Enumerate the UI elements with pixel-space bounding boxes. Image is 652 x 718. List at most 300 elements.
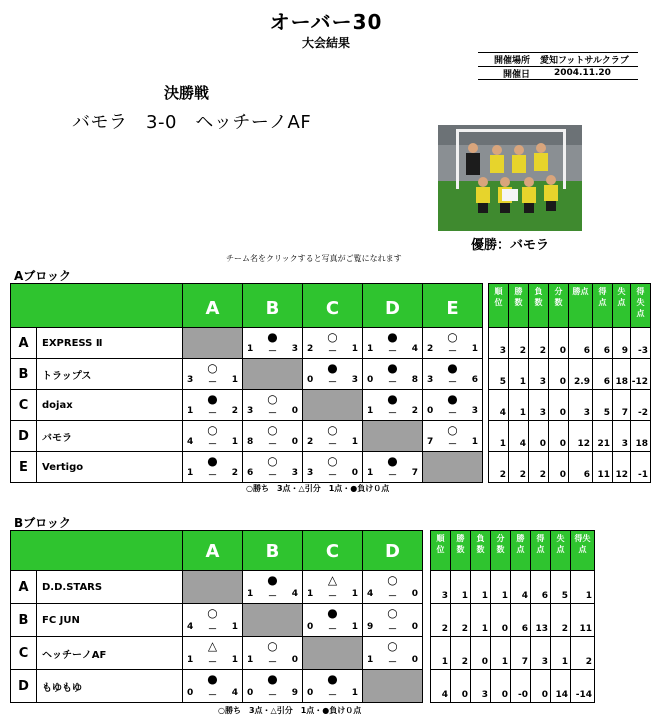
match-score (247, 437, 298, 450)
stat-value: 0 (531, 670, 551, 703)
result-symbol: ○ (387, 573, 398, 587)
score-for: 3 (247, 406, 254, 416)
stat-value: 5 (489, 359, 509, 390)
column-separator (423, 670, 431, 703)
stat-value: -0 (511, 670, 531, 703)
stat-value: 2 (509, 452, 529, 483)
score-against: 2 (231, 406, 238, 416)
stat-header-text: 負 (534, 287, 543, 296)
score-for: 1 (247, 344, 254, 354)
stat-value: 6 (531, 571, 551, 604)
match-result-cell (363, 452, 423, 483)
match-result-cell (243, 571, 303, 604)
stat-value: 3 (531, 637, 551, 670)
stat-header-text: 点 (556, 545, 565, 554)
stat-header-text: 順 (436, 534, 445, 543)
match-result-cell (363, 571, 423, 604)
score-against: 0 (351, 468, 358, 478)
match-result-cell (423, 390, 483, 421)
stat-value: 6 (569, 328, 593, 359)
self-match-cell (303, 390, 363, 421)
match-score (187, 468, 238, 481)
score-for: 3 (427, 375, 434, 385)
match-result-cell (183, 421, 243, 452)
score-dash: － (267, 592, 277, 602)
stat-value: 3 (529, 390, 549, 421)
stat-value: 1 (551, 637, 571, 670)
score-dash: － (387, 592, 397, 602)
score-dash: － (447, 409, 457, 419)
column-header-stat (489, 284, 509, 328)
stat-header-text: 負 (476, 534, 485, 543)
score-against: 0 (291, 406, 298, 416)
column-header-stat (451, 531, 471, 571)
self-match-cell (363, 670, 423, 703)
score-against: 3 (291, 468, 298, 478)
score-against: 1 (351, 688, 358, 698)
score-for: 3 (187, 375, 194, 385)
match-score (247, 468, 298, 481)
match-result-cell (303, 452, 363, 483)
score-for: 1 (187, 468, 194, 478)
score-dash: － (327, 592, 337, 602)
team-name-link[interactable]: バモラ (37, 421, 183, 452)
stat-value: 2 (451, 604, 471, 637)
self-match-cell (303, 637, 363, 670)
block-b-table (10, 530, 595, 703)
result-symbol: ○ (447, 330, 458, 344)
score-against: 1 (351, 589, 358, 599)
row-letter: A (11, 328, 37, 359)
result-symbol: ○ (207, 606, 218, 620)
table-row (11, 452, 651, 483)
date-value: 2004.11.20 (554, 68, 611, 78)
tournament-subtitle: 大会結果 (301, 36, 350, 50)
stat-value: 1 (571, 571, 595, 604)
match-result-cell (243, 390, 303, 421)
stat-header-text: 失 (617, 287, 626, 296)
stat-value: -3 (631, 328, 651, 359)
result-symbol: ○ (387, 639, 398, 653)
match-result-cell (243, 328, 303, 359)
self-match-cell (423, 452, 483, 483)
column-header-stat (631, 284, 651, 328)
score-against: 1 (231, 437, 238, 447)
match-score (367, 655, 418, 668)
match-score (187, 375, 238, 388)
team-name-link[interactable]: もゆもゆ (37, 670, 183, 703)
score-against: 8 (411, 375, 418, 385)
score-dash: － (267, 409, 277, 419)
stat-value: -2 (631, 390, 651, 421)
self-match-cell (363, 421, 423, 452)
score-against: 0 (291, 655, 298, 665)
score-against: 1 (351, 344, 358, 354)
score-against: 0 (291, 437, 298, 447)
stat-value: 11 (571, 604, 595, 637)
match-result-cell (303, 328, 363, 359)
row-letter: C (11, 637, 37, 670)
block-b-legend: ○勝ち 3点・△引分 1点・●負け０点 (218, 706, 362, 715)
result-symbol: ○ (387, 606, 398, 620)
stat-value: 1 (431, 637, 451, 670)
result-symbol: ● (387, 330, 398, 344)
stat-value: 3 (489, 328, 509, 359)
score-dash: － (327, 625, 337, 635)
match-result-cell (303, 571, 363, 604)
score-for: 4 (187, 437, 194, 447)
match-score (307, 437, 358, 450)
score-against: 3 (471, 406, 478, 416)
stat-value: 1 (471, 571, 491, 604)
score-for: 1 (367, 406, 374, 416)
score-dash: － (327, 347, 337, 357)
score-against: 1 (351, 622, 358, 632)
score-against: 4 (411, 344, 418, 354)
match-score (307, 589, 358, 602)
match-score (427, 375, 478, 388)
stat-header-text: 分 (554, 287, 563, 296)
result-symbol: ● (267, 573, 278, 587)
score-dash: － (327, 378, 337, 388)
row-letter: C (11, 390, 37, 421)
stat-header-text: 得失 (574, 534, 591, 543)
stat-value: 3 (471, 670, 491, 703)
winner-team-photo[interactable] (438, 125, 582, 231)
stat-value: 0 (549, 452, 569, 483)
stat-header-text: 点 (578, 545, 587, 554)
result-symbol: ○ (327, 454, 338, 468)
score-for: 6 (247, 468, 254, 478)
column-header-stat (593, 284, 613, 328)
team-name-link[interactable]: dojax (37, 390, 183, 421)
score-against: 1 (351, 437, 358, 447)
score-for: 9 (367, 622, 374, 632)
score-against: 6 (471, 375, 478, 385)
stat-header-text: 失 (636, 298, 645, 307)
stat-value: 14 (551, 670, 571, 703)
match-score (427, 437, 478, 450)
stat-value: 6 (569, 452, 593, 483)
stat-value: 18 (631, 421, 651, 452)
venue-value: 愛知フットサルクラブ (540, 56, 629, 66)
score-for: 1 (247, 655, 254, 665)
stat-value: 0 (549, 421, 569, 452)
score-dash: － (387, 378, 397, 388)
stat-value: 5 (593, 390, 613, 421)
score-against: 2 (411, 406, 418, 416)
column-header-team: A (183, 531, 243, 571)
column-separator (423, 531, 431, 571)
match-score (307, 344, 358, 357)
score-dash: － (207, 625, 217, 635)
team-photo-image (438, 125, 582, 231)
score-for: 4 (367, 589, 374, 599)
result-symbol: ● (267, 672, 278, 686)
score-for: 1 (367, 344, 374, 354)
score-for: 1 (307, 589, 314, 599)
score-dash: － (387, 347, 397, 357)
score-for: 3 (307, 468, 314, 478)
stat-value: 2 (529, 452, 549, 483)
stat-header-text: 位 (494, 298, 503, 307)
stat-header-text: 分 (496, 534, 505, 543)
stat-value: 21 (593, 421, 613, 452)
score-dash: － (327, 471, 337, 481)
result-symbol: ○ (267, 639, 278, 653)
match-result-cell (363, 637, 423, 670)
stat-header-text: 勝 (456, 534, 465, 543)
row-letter: E (11, 452, 37, 483)
stat-header-text: 数 (534, 298, 543, 307)
column-header-stat (531, 531, 551, 571)
block-b-title: Bブロック (14, 516, 71, 530)
match-score (367, 375, 418, 388)
column-header-stat (569, 284, 593, 328)
match-score (367, 622, 418, 635)
result-symbol: ● (447, 361, 458, 375)
score-for: 2 (427, 344, 434, 354)
match-score (247, 406, 298, 419)
match-result-cell (243, 421, 303, 452)
self-match-cell (243, 359, 303, 390)
column-header-team: C (303, 284, 363, 328)
match-score (187, 406, 238, 419)
stat-value: 2 (451, 637, 471, 670)
score-against: 1 (231, 622, 238, 632)
result-symbol: ● (387, 392, 398, 406)
score-for: 0 (307, 375, 314, 385)
result-symbol: ● (327, 672, 338, 686)
score-against: 1 (231, 655, 238, 665)
team-name-link[interactable]: ヘッチーノAF (37, 637, 183, 670)
stat-value: 11 (593, 452, 613, 483)
result-symbol: ● (327, 361, 338, 375)
stat-header-text: 位 (436, 545, 445, 554)
stat-value: 1 (509, 359, 529, 390)
score-against: 4 (291, 589, 298, 599)
header-corner (11, 284, 183, 328)
table-row (11, 359, 651, 390)
score-dash: － (327, 691, 337, 701)
result-symbol: ○ (207, 361, 218, 375)
score-dash: － (207, 440, 217, 450)
stat-header-text: 点 (598, 298, 607, 307)
stat-value: 2 (529, 328, 549, 359)
match-result-cell (363, 359, 423, 390)
stat-value: 3 (529, 359, 549, 390)
score-for: 8 (247, 437, 254, 447)
column-header-stat (571, 531, 595, 571)
team-name-link[interactable]: EXPRESS Ⅱ (37, 328, 183, 359)
score-against: 3 (291, 344, 298, 354)
stat-value: 4 (509, 421, 529, 452)
self-match-cell (183, 571, 243, 604)
score-for: 0 (367, 375, 374, 385)
score-dash: － (207, 691, 217, 701)
column-header-team: A (183, 284, 243, 328)
stat-value: 18 (613, 359, 631, 390)
match-score (187, 437, 238, 450)
match-result-cell (363, 604, 423, 637)
match-score (247, 688, 298, 701)
score-against: 1 (471, 344, 478, 354)
column-header-stat (511, 531, 531, 571)
stat-value: 1 (471, 604, 491, 637)
column-header-stat (509, 284, 529, 328)
team-name-link[interactable]: トラップス (37, 359, 183, 390)
column-header-team: C (303, 531, 363, 571)
result-symbol: ○ (267, 454, 278, 468)
match-result-cell (303, 359, 363, 390)
column-header-team: D (363, 284, 423, 328)
winner-label: 優勝：バモラ (470, 238, 549, 253)
result-symbol: ● (387, 454, 398, 468)
result-symbol: △ (327, 573, 338, 587)
stat-value: 3 (569, 390, 593, 421)
match-result-cell (183, 452, 243, 483)
team-name-link[interactable]: Vertigo (37, 452, 183, 483)
stat-header-text: 勝点 (572, 287, 589, 296)
stat-value: -14 (571, 670, 595, 703)
score-for: 1 (367, 468, 374, 478)
match-result-cell (183, 670, 243, 703)
match-score (427, 344, 478, 357)
score-dash: － (207, 471, 217, 481)
match-result-cell (183, 359, 243, 390)
row-letter: D (11, 421, 37, 452)
result-symbol: ○ (327, 330, 338, 344)
stat-value: 13 (531, 604, 551, 637)
stat-value: 2 (571, 637, 595, 670)
score-against: 1 (231, 375, 238, 385)
stat-value: 2.9 (569, 359, 593, 390)
column-header-team: B (243, 284, 303, 328)
column-header-stat (431, 531, 451, 571)
stat-value: -12 (631, 359, 651, 390)
score-for: 7 (427, 437, 434, 447)
photo-note: チーム名をクリックすると写真がご覧になれます (226, 254, 402, 263)
stat-value: 2 (509, 328, 529, 359)
match-result-cell (303, 670, 363, 703)
date-label: 開催日 (502, 69, 530, 80)
stat-value: 2 (551, 604, 571, 637)
row-letter: B (11, 604, 37, 637)
score-dash: － (387, 625, 397, 635)
stat-header-text: 数 (476, 545, 485, 554)
stat-value: 0 (529, 421, 549, 452)
match-score (307, 468, 358, 481)
match-result-cell (423, 359, 483, 390)
column-header-stat (551, 531, 571, 571)
score-dash: － (447, 378, 457, 388)
match-score (367, 344, 418, 357)
score-for: 0 (427, 406, 434, 416)
table-row (11, 390, 651, 421)
column-header-stat (529, 284, 549, 328)
score-dash: － (207, 378, 217, 388)
result-symbol: △ (207, 639, 218, 653)
stat-value: 3 (431, 571, 451, 604)
stat-value: 6 (593, 328, 613, 359)
match-score (307, 375, 358, 388)
row-letter: B (11, 359, 37, 390)
column-header-team: E (423, 284, 483, 328)
header-corner (11, 531, 183, 571)
match-score (187, 688, 238, 701)
team-name-link[interactable]: D.D.STARS (37, 571, 183, 604)
column-header-stat (549, 284, 569, 328)
match-result-cell (363, 390, 423, 421)
block-a-title: Aブロック (14, 269, 72, 283)
result-symbol: ● (327, 606, 338, 620)
score-dash: － (267, 658, 277, 668)
stat-value: 6 (593, 359, 613, 390)
column-header-stat (613, 284, 631, 328)
score-against: 7 (411, 468, 418, 478)
score-dash: － (267, 440, 277, 450)
score-against: 1 (471, 437, 478, 447)
tournament-title: オーバー30 (269, 10, 383, 34)
score-dash: － (447, 347, 457, 357)
match-score (427, 406, 478, 419)
stat-header-text: 得 (636, 287, 645, 296)
column-separator (423, 637, 431, 670)
score-for: 1 (247, 589, 254, 599)
stat-value: 12 (569, 421, 593, 452)
stat-value: 4 (511, 571, 531, 604)
score-dash: － (267, 347, 277, 357)
stat-header-text: 順 (494, 287, 503, 296)
team-name-link[interactable]: FC JUN (37, 604, 183, 637)
stat-header-text: 数 (456, 545, 465, 554)
score-dash: － (327, 440, 337, 450)
score-dash: － (387, 658, 397, 668)
score-for: 0 (307, 622, 314, 632)
score-dash: － (207, 658, 217, 668)
score-against: 4 (231, 688, 238, 698)
stat-value: 7 (613, 390, 631, 421)
column-header-stat (471, 531, 491, 571)
match-score (247, 589, 298, 602)
result-symbol: ○ (447, 423, 458, 437)
score-for: 1 (187, 655, 194, 665)
stat-value: 1 (489, 421, 509, 452)
stat-header-text: 数 (496, 545, 505, 554)
result-symbol: ○ (207, 423, 218, 437)
match-result-cell (243, 670, 303, 703)
row-letter: D (11, 670, 37, 703)
event-info (478, 52, 638, 80)
self-match-cell (243, 604, 303, 637)
result-symbol: ● (447, 392, 458, 406)
match-result-cell (363, 328, 423, 359)
result-symbol: ○ (267, 423, 278, 437)
score-for: 0 (307, 688, 314, 698)
stat-value: 7 (511, 637, 531, 670)
result-symbol: ○ (327, 423, 338, 437)
match-score (247, 344, 298, 357)
column-header-team: D (363, 531, 423, 571)
table-row (11, 421, 651, 452)
stat-value: 2 (431, 604, 451, 637)
score-against: 9 (291, 688, 298, 698)
score-for: 2 (307, 344, 314, 354)
match-score (367, 468, 418, 481)
match-result-cell (423, 421, 483, 452)
row-letter: A (11, 571, 37, 604)
stat-header-text: 失 (556, 534, 565, 543)
